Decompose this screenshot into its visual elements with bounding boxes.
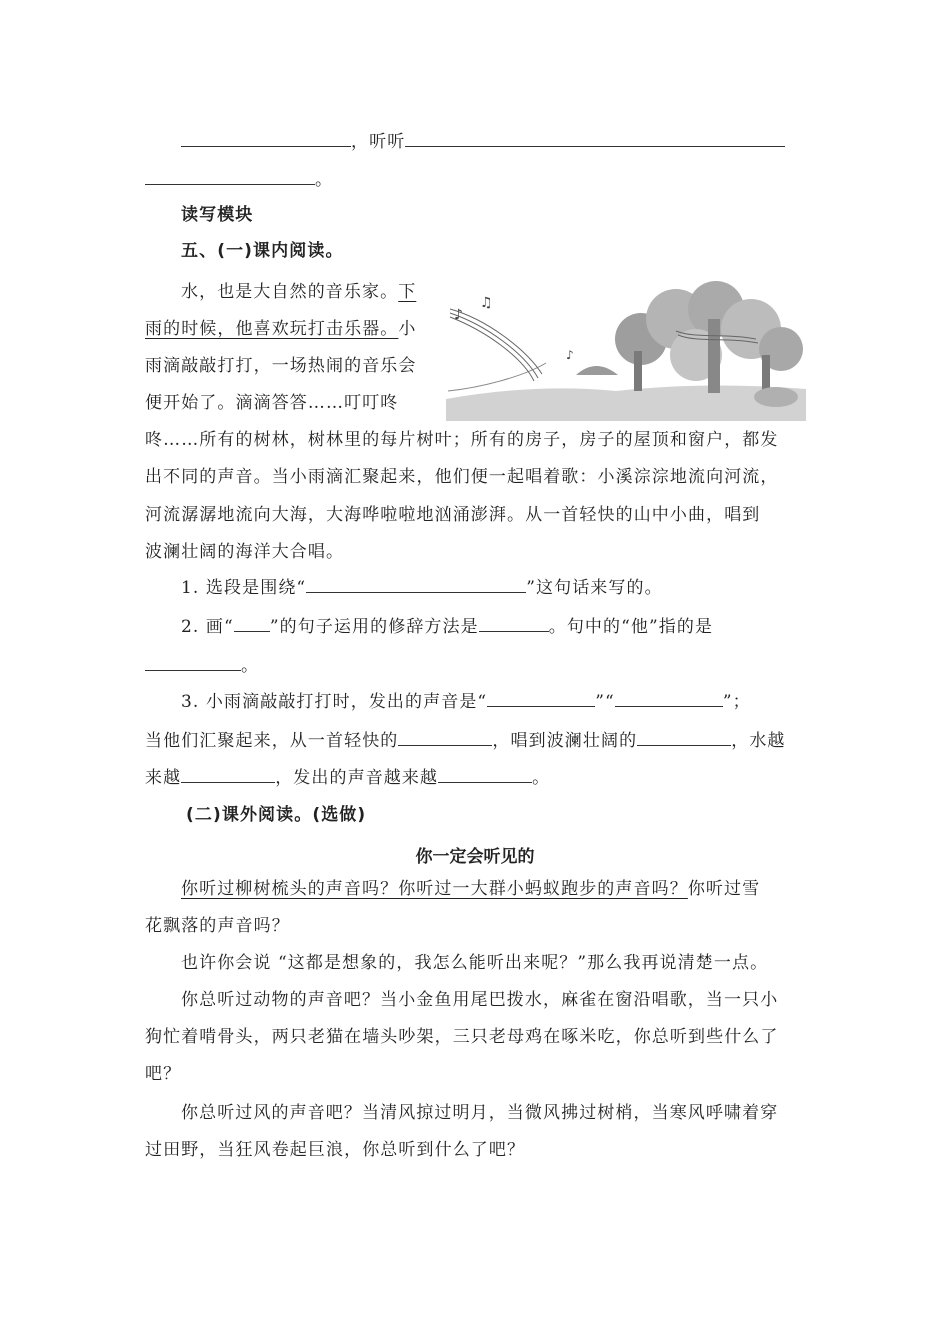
article-line: 也许你会说 “这都是想象的，我怎么能听出来呢？”那么我再说清楚一点。 xyxy=(181,953,769,973)
article-line: 你总听过风的声音吧？当清风掠过明月，当微风拂过树梢，当寒风呼啸着穿 xyxy=(181,1103,779,1123)
passage-line: 咚……所有的树林，树林里的每片树叶；所有的房子，房子的屋顶和窗户，都发 xyxy=(145,430,779,450)
svg-text:♫: ♫ xyxy=(480,295,493,311)
svg-text:♪: ♪ xyxy=(566,348,574,362)
question-2-cont: 。 xyxy=(145,656,807,676)
article-line: 吧？ xyxy=(145,1064,182,1084)
listen-label: ，听听 xyxy=(351,132,406,152)
extra-section-heading: (二)课外阅读。(选做) xyxy=(186,805,367,825)
answer-blank[interactable] xyxy=(306,578,526,593)
article-title: 你一定会听见的 xyxy=(415,847,535,867)
passage-line: 水，也是大自然的音乐家。下 xyxy=(181,282,417,302)
answer-blank[interactable] xyxy=(479,617,549,632)
answer-blank[interactable] xyxy=(615,692,723,707)
question-1: 1. 选段是围绕“ ”这句话来写的。 xyxy=(181,578,663,598)
passage-line: 雨的时候，他喜欢玩打击乐器。小 xyxy=(145,319,417,339)
answer-blank[interactable] xyxy=(181,132,351,147)
passage-line: 出不同的声音。当小雨滴汇聚起来，他们便一起唱着歌：小溪淙淙地流向河流， xyxy=(145,467,779,487)
answer-blank[interactable] xyxy=(181,768,275,783)
question-3: 3. 小雨滴敲敲打打时，发出的声音是“ ”“ ”； xyxy=(181,692,751,712)
answer-blank[interactable] xyxy=(145,656,241,671)
article-line: 你听过柳树梳头的声音吗？你听过一大群小蚂蚁跑步的声音吗？你听过雪 xyxy=(181,879,761,899)
question-3-cont2: 来越 ，发出的声音越来越 。 xyxy=(145,768,551,788)
question-2: 2. 画“ ”的句子运用的修辞方法是 。句中的“他”指的是 xyxy=(181,617,714,637)
passage-line: 雨滴敲敲打打，一场热闹的音乐会 xyxy=(145,356,417,376)
article-line: 过田野，当狂风卷起巨浪，你总听到什么了吧？ xyxy=(145,1140,526,1160)
svg-text:♪: ♪ xyxy=(454,307,463,323)
top-fill-line-2: 。 xyxy=(145,170,807,190)
answer-blank[interactable] xyxy=(398,731,492,746)
answer-blank[interactable] xyxy=(405,132,785,147)
answer-blank[interactable] xyxy=(145,170,315,185)
top-fill-line xyxy=(145,132,807,152)
section-heading: 五、(一)课内阅读。 xyxy=(181,241,344,261)
answer-blank[interactable] xyxy=(637,731,731,746)
answer-blank[interactable] xyxy=(438,768,532,783)
module-title: 读写模块 xyxy=(181,205,254,225)
answer-blank[interactable] xyxy=(234,617,270,632)
article-line: 花飘落的声音吗？ xyxy=(145,916,290,936)
article-line: 狗忙着啃骨头，两只老猫在墙头吵架，三只老母鸡在啄米吃，你总听到些什么了 xyxy=(145,1027,779,1047)
forest-illustration xyxy=(446,279,806,421)
passage-line: 河流潺潺地流向大海，大海哗啦啦地汹涌澎湃。从一首轻快的山中小曲，唱到 xyxy=(145,505,761,525)
answer-blank[interactable] xyxy=(487,692,595,707)
question-3-cont: 当他们汇聚起来，从一首轻快的 ，唱到波澜壮阔的 ，水越 xyxy=(145,731,786,751)
article-line: 你总听过动物的声音吧？当小金鱼用尾巴拨水，麻雀在窗沿唱歌，当一只小 xyxy=(181,990,779,1010)
passage-line: 波澜壮阔的海洋大合唱。 xyxy=(145,542,345,562)
passage-line: 便开始了。滴滴答答……叮叮咚 xyxy=(145,393,399,413)
